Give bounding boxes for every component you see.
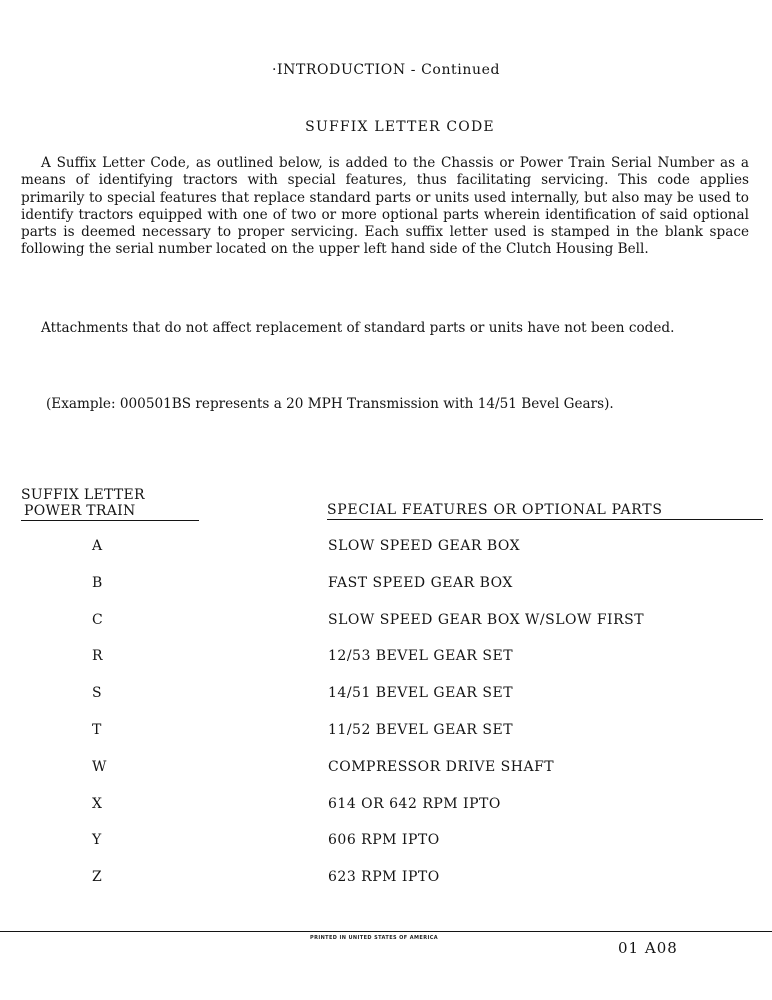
suffix-letter-cell: W: [92, 758, 107, 775]
feature-description-cell: FAST SPEED GEAR BOX: [328, 574, 513, 591]
table-row: [0, 722, 772, 742]
feature-description-cell: 614 OR 642 RPM IPTO: [328, 795, 501, 812]
table-row: [0, 759, 772, 779]
suffix-letter-cell: B: [92, 574, 103, 591]
feature-description-cell: 12/53 BEVEL GEAR SET: [328, 648, 514, 665]
table-row: [0, 796, 772, 816]
feature-description-cell: 623 RPM IPTO: [328, 869, 440, 886]
feature-description-cell: SLOW SPEED GEAR BOX: [328, 538, 521, 554]
column-header-suffix-line1: SUFFIX LETTER: [21, 487, 145, 503]
printed-in-usa-imprint: PRINTED IN UNITED STATES OF AMERICA: [310, 935, 439, 941]
suffix-letter-cell: X: [92, 795, 102, 812]
column-header-suffix-letter: [21, 487, 199, 521]
table-row: [0, 648, 772, 668]
table-row: [0, 612, 772, 632]
feature-description-cell: 606 RPM IPTO: [328, 832, 440, 849]
suffix-letter-cell: Z: [92, 869, 102, 886]
table-row: [0, 538, 772, 558]
footer-divider: [0, 931, 772, 932]
feature-description-cell: 14/51 BEVEL GEAR SET: [328, 685, 514, 702]
suffix-letter-cell: R: [92, 648, 103, 665]
table-row: [0, 832, 772, 852]
example-paragraph: (Example: 000501BS represents a 20 MPH Transmission with 14/51 Bevel Gears).: [46, 396, 614, 412]
suffix-letter-cell: A: [92, 538, 103, 554]
feature-description-cell: SLOW SPEED GEAR BOX W/SLOW FIRST: [328, 611, 645, 628]
suffix-letter-cell: T: [92, 722, 102, 738]
feature-description-cell: 11/52 BEVEL GEAR SET: [328, 722, 514, 738]
column-header-special-features: SPECIAL FEATURES OR OPTIONAL PARTS: [327, 502, 763, 520]
column-header-suffix-line2: POWER TRAIN: [21, 503, 199, 521]
page-code: 01 A08: [618, 939, 678, 957]
suffix-letter-cell: C: [92, 611, 103, 628]
attachments-paragraph: Attachments that do not affect replacement of standard parts or units have not been coded.: [41, 320, 675, 336]
suffix-letter-cell: Y: [92, 832, 102, 849]
section-header: ·INTRODUCTION - Continued: [271, 62, 501, 78]
table-row: [0, 575, 772, 595]
feature-description-cell: COMPRESSOR DRIVE SHAFT: [328, 758, 555, 775]
suffix-letter-cell: S: [92, 685, 102, 702]
intro-paragraph: A Suffix Letter Code, as outlined below, is added to the Chassis or Power Train Serial Number as a means of identifying tractors with special features, thus facilitating servicing. This code applies primarily to special features that replace standard parts or units used internally, but also may be used to identify tractors equipped with one of two or more optional parts wherein identification of said optional parts is deemed necessary to proper servicing. Each suffix letter used is stamped in the blank space following the serial number located on the upper left hand side of the Clutch Housing Bell.: [21, 155, 749, 258]
table-row: [0, 869, 772, 889]
page-title: SUFFIX LETTER CODE: [305, 119, 495, 135]
table-row: [0, 685, 772, 705]
